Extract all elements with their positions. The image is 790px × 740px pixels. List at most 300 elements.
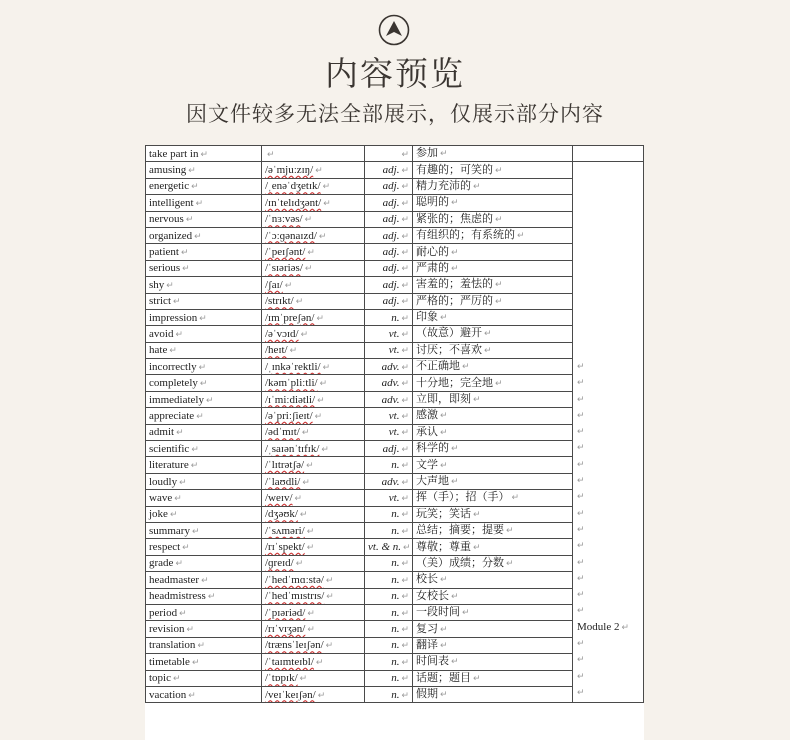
meaning-cell	[413, 260, 573, 276]
part-of-speech-text: n.	[391, 639, 400, 652]
meaning-text: 不正确地	[416, 359, 460, 373]
paragraph-mark-icon: ↵	[302, 476, 310, 487]
paragraph-mark-icon: ↵	[473, 181, 481, 192]
paragraph-mark-icon: ↵	[462, 608, 470, 619]
phonetic-cell	[262, 637, 365, 653]
paragraph-mark-icon: ↵	[577, 654, 585, 665]
table-row	[146, 277, 644, 293]
meaning-text: 总结；摘要；提要	[416, 523, 504, 537]
phonetic-cell	[262, 604, 365, 620]
paragraph-mark-icon: ↵	[440, 624, 448, 635]
word-cell	[146, 408, 262, 424]
phonetic-text: /ˈtaɪmteɪbl/	[265, 655, 314, 668]
paragraph-mark-icon: ↵	[175, 558, 183, 569]
paragraph-mark-icon: ↵	[306, 542, 315, 553]
phonetic-cell	[262, 391, 365, 407]
word-text: serious	[149, 262, 181, 275]
module-label: Module 2	[577, 620, 620, 633]
meaning-text: 挥（手）；招（手）	[416, 490, 510, 504]
word-text: literature	[149, 459, 189, 472]
paragraph-mark-icon: ↵	[401, 279, 409, 290]
meaning-text: （故意）避开	[416, 326, 482, 340]
paragraph-mark-icon: ↵	[166, 279, 174, 290]
phonetic-cell	[262, 309, 365, 325]
phonetic-cell	[262, 424, 365, 440]
paragraph-mark-icon: ↵	[440, 149, 448, 160]
word-text: grade	[149, 557, 174, 570]
word-cell	[146, 146, 262, 162]
phonetic-cell	[262, 539, 365, 555]
phonetic-text: /əˈvɔɪd/	[265, 327, 299, 340]
paragraph-mark-icon: ↵	[577, 393, 585, 404]
paragraph-mark-icon: ↵	[577, 686, 585, 697]
paragraph-mark-icon: ↵	[577, 377, 585, 388]
part-of-speech-text: adj.	[382, 295, 400, 308]
word-text: timetable	[149, 655, 190, 668]
part-of-speech-cell	[365, 277, 413, 293]
part-of-speech-cell	[365, 359, 413, 375]
part-of-speech-cell	[365, 572, 413, 588]
word-text: revision	[149, 623, 185, 636]
phonetic-text: /dʒəʊk/	[265, 508, 298, 521]
paragraph-mark-icon: ↵	[299, 509, 308, 520]
module-cell	[573, 162, 644, 703]
phonetic-text: /veɪˈkeɪʃən/	[265, 688, 316, 701]
word-text: energetic	[149, 180, 190, 193]
part-of-speech-cell	[365, 457, 413, 473]
part-of-speech-cell	[365, 490, 413, 506]
word-text: shy	[149, 278, 165, 291]
word-cell	[146, 309, 262, 325]
part-of-speech-cell	[365, 555, 413, 571]
paragraph-mark-icon: ↵	[401, 148, 409, 159]
table-row	[146, 670, 644, 686]
word-text: joke	[149, 508, 168, 521]
table-row	[146, 588, 644, 604]
paragraph-mark-icon: ↵	[495, 214, 503, 225]
meaning-text: 紧张的；焦虑的	[416, 211, 493, 225]
paragraph-mark-icon: ↵	[179, 607, 187, 618]
meaning-text: 严格的；严厉的	[416, 293, 493, 307]
meaning-text: 一段时间	[416, 605, 460, 619]
meaning-cell	[413, 211, 573, 227]
paragraph-mark-icon: ↵	[300, 328, 309, 339]
word-cell	[146, 277, 262, 293]
paragraph-mark-icon: ↵	[577, 360, 585, 371]
phonetic-text: /ˈpeɪʃənt/	[265, 246, 306, 259]
word-text: nervous	[149, 213, 184, 226]
paragraph-mark-icon: ↵	[197, 640, 205, 651]
paragraph-mark-icon: ↵	[401, 624, 409, 635]
paragraph-mark-icon: ↵	[401, 673, 409, 684]
meaning-text: 感激	[416, 408, 438, 422]
table-row	[146, 260, 644, 276]
paragraph-mark-icon: ↵	[196, 410, 204, 421]
paragraph-mark-icon: ↵	[301, 427, 310, 438]
table-row	[146, 146, 644, 162]
meaning-text: 大声地	[416, 474, 449, 487]
word-text: translation	[149, 639, 196, 652]
meaning-cell	[413, 146, 573, 162]
paragraph-mark-icon: ↵	[401, 394, 409, 405]
part-of-speech-text: n.	[391, 606, 400, 619]
paragraph-mark-icon: ↵	[440, 313, 448, 324]
table-row	[146, 654, 644, 670]
word-text: admit	[149, 426, 175, 439]
phonetic-cell	[262, 621, 365, 637]
meaning-cell	[413, 506, 573, 522]
meaning-cell	[413, 375, 573, 391]
table-row	[146, 637, 644, 653]
part-of-speech-text: n.	[391, 508, 400, 521]
paragraph-mark-icon: ↵	[473, 673, 481, 684]
paragraph-mark-icon: ↵	[191, 656, 200, 667]
paragraph-mark-icon: ↵	[295, 296, 304, 307]
part-of-speech-cell	[365, 375, 413, 391]
paragraph-mark-icon: ↵	[577, 442, 585, 453]
paragraph-mark-icon: ↵	[317, 394, 325, 405]
meaning-cell	[413, 621, 573, 637]
phonetic-text: /weɪv/	[265, 491, 293, 504]
paragraph-mark-icon: ↵	[325, 640, 334, 651]
part-of-speech-cell	[365, 211, 413, 227]
meaning-cell	[413, 539, 573, 555]
paragraph-mark-icon: ↵	[191, 181, 199, 192]
word-cell	[146, 359, 262, 375]
word-cell	[146, 588, 262, 604]
paragraph-mark-icon: ↵	[401, 214, 409, 225]
word-cell	[146, 522, 262, 538]
part-of-speech-text: n.	[391, 655, 400, 668]
paragraph-mark-icon: ↵	[176, 427, 184, 438]
paragraph-mark-icon: ↵	[185, 214, 194, 225]
chevron-up-circle-icon	[378, 14, 410, 46]
phonetic-cell	[262, 522, 365, 538]
paragraph-mark-icon: ↵	[440, 575, 448, 586]
paragraph-mark-icon: ↵	[191, 443, 199, 454]
part-of-speech-text: vt.	[388, 409, 400, 422]
part-of-speech-text: adj.	[382, 213, 400, 226]
meaning-cell	[413, 637, 573, 653]
word-cell	[146, 162, 262, 178]
part-of-speech-cell	[365, 522, 413, 538]
word-cell	[146, 621, 262, 637]
word-text: summary	[149, 524, 190, 537]
phonetic-cell	[262, 457, 365, 473]
part-of-speech-cell	[365, 227, 413, 243]
paragraph-mark-icon: ↵	[451, 657, 459, 668]
meaning-cell	[413, 244, 573, 260]
paragraph-mark-icon: ↵	[451, 477, 459, 487]
phonetic-cell	[262, 588, 365, 604]
phonetic-text: /rɪˈvɪʒən/	[265, 623, 306, 636]
meaning-text: 印象	[416, 310, 438, 324]
paragraph-mark-icon: ↵	[577, 638, 585, 648]
phonetic-text: /ʃaɪ/	[265, 278, 283, 291]
part-of-speech-text: n.	[391, 524, 400, 537]
part-of-speech-cell	[365, 539, 413, 555]
part-of-speech-cell	[365, 506, 413, 522]
part-of-speech-text: adj.	[382, 164, 400, 177]
paragraph-mark-icon: ↵	[577, 507, 585, 518]
part-of-speech-text: n.	[391, 311, 400, 324]
paragraph-mark-icon: ↵	[169, 509, 178, 520]
paragraph-mark-icon: ↵	[316, 312, 325, 323]
meaning-cell	[413, 162, 573, 178]
paragraph-mark-icon: ↵	[577, 491, 585, 502]
word-cell	[146, 555, 262, 571]
meaning-text: 有组织的；有系统的	[416, 228, 515, 242]
paragraph-mark-icon: ↵	[207, 591, 216, 602]
part-of-speech-text: n.	[391, 623, 400, 636]
phonetic-cell	[262, 293, 365, 309]
paragraph-mark-icon: ↵	[401, 197, 409, 208]
meaning-cell	[413, 326, 573, 342]
paragraph-mark-icon: ↵	[577, 426, 585, 437]
paragraph-mark-icon: ↵	[440, 427, 448, 438]
part-of-speech-cell	[365, 195, 413, 211]
paragraph-mark-icon: ↵	[319, 378, 328, 389]
meaning-text: 复习	[416, 621, 438, 635]
part-of-speech-cell	[365, 473, 413, 489]
phonetic-text: /kəmˈpliːtli/	[265, 377, 318, 390]
meaning-text: 承认	[416, 424, 438, 438]
word-text: wave	[149, 491, 173, 504]
phonetic-text: /ˌɪnkəˈrektli/	[265, 360, 321, 373]
phonetic-text: /strɪkt/	[265, 295, 294, 308]
paragraph-mark-icon: ↵	[401, 361, 409, 372]
phonetic-text: /trænsˈleɪʃən/	[265, 639, 324, 652]
phonetic-text: /ˈhedˈmɑːstə/	[265, 573, 324, 586]
paragraph-mark-icon: ↵	[267, 148, 275, 159]
vocabulary-table	[145, 145, 644, 703]
phonetic-text: /ˈɔːɡənaɪzd/	[265, 229, 317, 242]
phonetic-text: /əˈpriːʃieɪt/	[265, 409, 313, 422]
word-text: patient	[149, 246, 179, 259]
paragraph-mark-icon: ↵	[401, 410, 409, 421]
meaning-cell	[413, 293, 573, 309]
meaning-cell	[413, 588, 573, 604]
paragraph-mark-icon: ↵	[473, 542, 481, 553]
paragraph-mark-icon: ↵	[401, 525, 409, 536]
part-of-speech-cell	[365, 146, 413, 162]
paragraph-mark-icon: ↵	[175, 328, 183, 339]
paragraph-mark-icon: ↵	[401, 328, 409, 339]
paragraph-mark-icon: ↵	[577, 409, 585, 420]
phonetic-text: /ˈsʌməri/	[265, 524, 305, 537]
phonetic-text: /ɪmˈpreʃən/	[265, 311, 315, 324]
document-preview	[145, 145, 644, 740]
paragraph-mark-icon: ↵	[284, 279, 293, 290]
part-of-speech-cell	[365, 588, 413, 604]
phonetic-cell	[262, 473, 365, 489]
meaning-cell	[413, 604, 573, 620]
phonetic-text: /ˈlɪtrətʃə/	[265, 459, 305, 472]
word-cell	[146, 572, 262, 588]
paragraph-mark-icon: ↵	[194, 230, 202, 241]
phonetic-cell	[262, 178, 365, 194]
part-of-speech-text: adj.	[382, 196, 400, 209]
paragraph-mark-icon: ↵	[451, 263, 459, 274]
paragraph-mark-icon: ↵	[317, 689, 326, 700]
table-row	[146, 522, 644, 538]
table-row	[146, 211, 644, 227]
page-title: 内容预览	[325, 54, 465, 93]
paragraph-mark-icon: ↵	[198, 361, 207, 372]
paragraph-mark-icon: ↵	[401, 181, 409, 192]
part-of-speech-text: adj.	[382, 262, 400, 275]
meaning-cell	[413, 408, 573, 424]
meaning-text: 时间表	[416, 654, 449, 668]
phonetic-cell	[262, 670, 365, 686]
part-of-speech-text: n.	[391, 590, 400, 603]
meaning-text: 立即，即刻	[416, 392, 471, 406]
table-row	[146, 555, 644, 571]
part-of-speech-cell	[365, 391, 413, 407]
phonetic-text: /ˌenəˈdʒetɪk/	[265, 180, 321, 193]
word-text: appreciate	[149, 409, 195, 422]
phonetic-text: /ədˈmɪt/	[265, 426, 300, 439]
phonetic-cell	[262, 686, 365, 702]
word-text: organized	[149, 229, 193, 242]
meaning-text: 精力充沛的	[416, 178, 471, 192]
table-row	[146, 424, 644, 440]
phonetic-cell	[262, 654, 365, 670]
paragraph-mark-icon: ↵	[517, 231, 525, 242]
phonetic-cell	[262, 555, 365, 571]
word-cell	[146, 211, 262, 227]
part-of-speech-text: n.	[391, 672, 400, 685]
word-cell	[146, 244, 262, 260]
paragraph-mark-icon: ↵	[325, 574, 334, 585]
meaning-cell	[413, 473, 573, 489]
word-text: headmistress	[149, 590, 206, 603]
meaning-text: 校长	[416, 572, 438, 586]
paragraph-mark-icon: ↵	[188, 689, 196, 700]
meaning-text: 十分地；完全地	[416, 375, 493, 389]
word-cell	[146, 326, 262, 342]
part-of-speech-cell	[365, 326, 413, 342]
table-row	[146, 441, 644, 457]
part-of-speech-text: adj.	[382, 229, 400, 242]
paragraph-mark-icon: ↵	[307, 247, 315, 258]
page-subtitle: 因文件较多无法全部展示，仅展示部分内容	[186, 102, 604, 126]
paragraph-mark-icon: ↵	[506, 558, 514, 569]
part-of-speech-cell	[365, 670, 413, 686]
part-of-speech-text: vt.	[388, 426, 400, 439]
paragraph-mark-icon: ↵	[440, 640, 448, 651]
paragraph-mark-icon: ↵	[180, 247, 189, 258]
word-text: intelligent	[149, 196, 194, 209]
phonetic-text: /ɪnˈtelɪdʒənt/	[265, 196, 322, 209]
phonetic-text: /heɪt/	[265, 344, 288, 357]
paragraph-mark-icon: ↵	[473, 395, 481, 406]
phonetic-text: /ˈnɜːvəs/	[265, 213, 303, 226]
table-row	[146, 686, 644, 702]
paragraph-mark-icon: ↵	[182, 263, 190, 274]
part-of-speech-cell	[365, 604, 413, 620]
part-of-speech-text: adv.	[381, 360, 400, 373]
paragraph-mark-icon: ↵	[322, 181, 331, 192]
paragraph-mark-icon: ↵	[173, 673, 181, 684]
word-cell	[146, 293, 262, 309]
phonetic-cell	[262, 260, 365, 276]
part-of-speech-cell	[365, 637, 413, 653]
meaning-cell	[413, 195, 573, 211]
word-cell	[146, 342, 262, 358]
meaning-cell	[413, 178, 573, 194]
word-cell	[146, 195, 262, 211]
part-of-speech-cell	[365, 162, 413, 178]
phonetic-text: /ɪˈmiːdiətli/	[265, 393, 316, 406]
paragraph-mark-icon: ↵	[440, 690, 448, 701]
paragraph-mark-icon: ↵	[401, 640, 409, 651]
meaning-text: 讨厌；不喜欢	[416, 342, 482, 356]
meaning-text: 假期	[416, 687, 438, 701]
paragraph-mark-icon: ↵	[401, 427, 409, 438]
part-of-speech-text: n.	[391, 573, 400, 586]
table-row	[146, 342, 644, 358]
paragraph-mark-icon: ↵	[495, 296, 503, 307]
phonetic-text: /ˈpɪəriəd/	[265, 606, 306, 619]
part-of-speech-text: adj.	[382, 278, 400, 291]
word-text: completely	[149, 377, 198, 390]
paragraph-mark-icon: ↵	[307, 624, 315, 635]
paragraph-mark-icon: ↵	[451, 247, 459, 258]
paragraph-mark-icon: ↵	[174, 492, 182, 503]
paragraph-mark-icon: ↵	[191, 525, 200, 536]
paragraph-mark-icon: ↵	[304, 263, 313, 274]
meaning-cell	[413, 441, 573, 457]
word-cell	[146, 490, 262, 506]
part-of-speech-text: adv.	[381, 377, 400, 390]
part-of-speech-cell	[365, 260, 413, 276]
part-of-speech-cell	[365, 621, 413, 637]
word-text: topic	[149, 672, 171, 685]
phonetic-cell	[262, 342, 365, 358]
paragraph-mark-icon: ↵	[577, 605, 585, 616]
paragraph-mark-icon: ↵	[401, 165, 409, 176]
table-row	[146, 391, 644, 407]
paragraph-mark-icon: ↵	[577, 523, 585, 534]
table-row	[146, 244, 644, 260]
paragraph-mark-icon: ↵	[401, 492, 409, 503]
meaning-text: 参加	[416, 146, 438, 160]
word-text: scientific	[149, 442, 190, 455]
word-cell	[146, 604, 262, 620]
phonetic-cell	[262, 375, 365, 391]
paragraph-mark-icon: ↵	[462, 362, 470, 373]
phonetic-text: /rɪˈspekt/	[265, 541, 305, 554]
paragraph-mark-icon: ↵	[304, 214, 313, 225]
part-of-speech-cell	[365, 309, 413, 325]
paragraph-mark-icon: ↵	[294, 492, 303, 503]
paragraph-mark-icon: ↵	[295, 558, 304, 569]
paragraph-mark-icon: ↵	[484, 345, 492, 356]
phonetic-cell	[262, 506, 365, 522]
word-text: incorrectly	[149, 360, 197, 373]
meaning-text: 害羞的；羞怯的	[416, 277, 493, 291]
part-of-speech-cell	[365, 686, 413, 702]
paragraph-mark-icon: ↵	[200, 148, 209, 159]
meaning-text: 话题；题目	[416, 670, 471, 684]
word-text: headmaster	[149, 573, 200, 586]
module-cell-top	[573, 146, 644, 162]
word-cell	[146, 637, 262, 653]
meaning-text: 聪明的	[416, 195, 449, 209]
paragraph-mark-icon: ↵	[401, 591, 409, 602]
paragraph-mark-icon: ↵	[440, 411, 448, 422]
